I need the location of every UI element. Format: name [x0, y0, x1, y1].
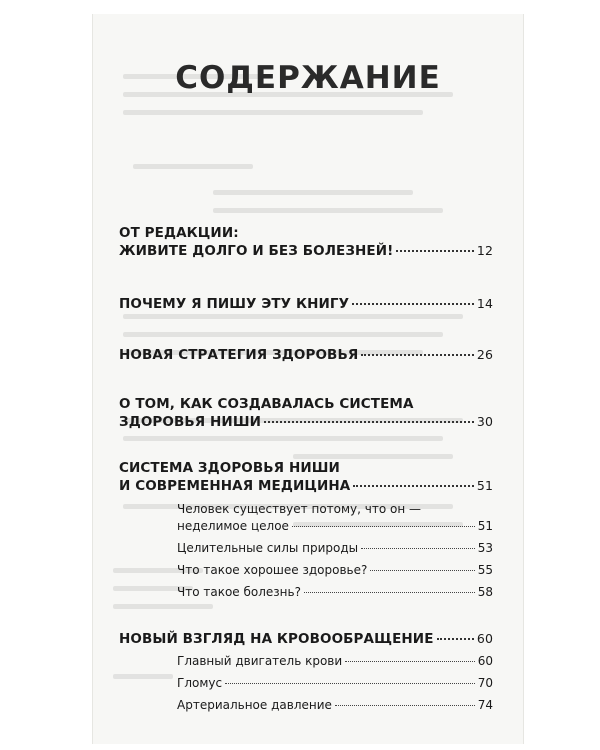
toc-subentry: Что такое хорошее здоровье? 55: [177, 563, 493, 577]
toc-entry: ОТ РЕДАКЦИИ: ЖИВИТЕ ДОЛГО И БЕЗ БОЛЕЗНЕЙ! 12: [119, 225, 493, 259]
toc-subentry: Артериальное давление 74: [177, 698, 493, 712]
leader-dots: [225, 683, 475, 684]
leader-dots: [353, 485, 474, 487]
leader-dots: [264, 421, 474, 423]
leader-dots: [396, 250, 473, 252]
leader-dots: [361, 548, 475, 549]
page-number: 14: [476, 296, 493, 311]
page-number: 12: [476, 243, 493, 258]
leader-dots: [437, 638, 474, 640]
book-page: [92, 14, 524, 744]
toc-subentry: Главный двигатель крови 60: [177, 654, 493, 668]
page-number: 58: [477, 585, 493, 599]
toc-entry: О ТОМ, КАК СОЗДАВАЛАСЬ СИСТЕМА ЗДОРОВЬЯ НИШИ 30: [119, 396, 493, 430]
page-title: СОДЕРЖАНИЕ: [175, 60, 441, 96]
leader-dots: [304, 592, 475, 593]
toc-entry: ПОЧЕМУ Я ПИШУ ЭТУ КНИГУ 14: [119, 296, 493, 312]
toc-subentry: Что такое болезнь? 58: [177, 585, 493, 599]
page-number: 51: [476, 478, 493, 493]
page-number: 30: [476, 414, 493, 429]
page-number: 51: [477, 519, 493, 533]
leader-dots: [345, 661, 475, 662]
leader-dots: [335, 705, 475, 706]
toc-entry: НОВАЯ СТРАТЕГИЯ ЗДОРОВЬЯ 26: [119, 347, 493, 363]
page-number: 74: [477, 698, 493, 712]
toc-subentry: Человек существует потому, что он — неделимое целое 51: [177, 502, 493, 533]
toc-subentry: Гломус 70: [177, 676, 493, 690]
page-number: 60: [477, 654, 493, 668]
leader-dots: [361, 354, 474, 356]
page-number: 60: [476, 631, 493, 646]
table-of-contents: [119, 224, 493, 714]
page-number: 26: [476, 347, 493, 362]
toc-entry: СИСТЕМА ЗДОРОВЬЯ НИШИ И СОВРЕМЕННАЯ МЕДИЦИНА 51: [119, 460, 493, 494]
toc-entry: НОВЫЙ ВЗГЛЯД НА КРОВООБРАЩЕНИЕ 60: [119, 631, 493, 647]
page-number: 53: [477, 541, 493, 555]
leader-dots: [352, 303, 474, 305]
page-number: 55: [477, 563, 493, 577]
toc-subentry: Целительные силы природы 53: [177, 541, 493, 555]
leader-dots: [370, 570, 474, 571]
page-number: 70: [477, 676, 493, 690]
leader-dots: [292, 526, 475, 527]
